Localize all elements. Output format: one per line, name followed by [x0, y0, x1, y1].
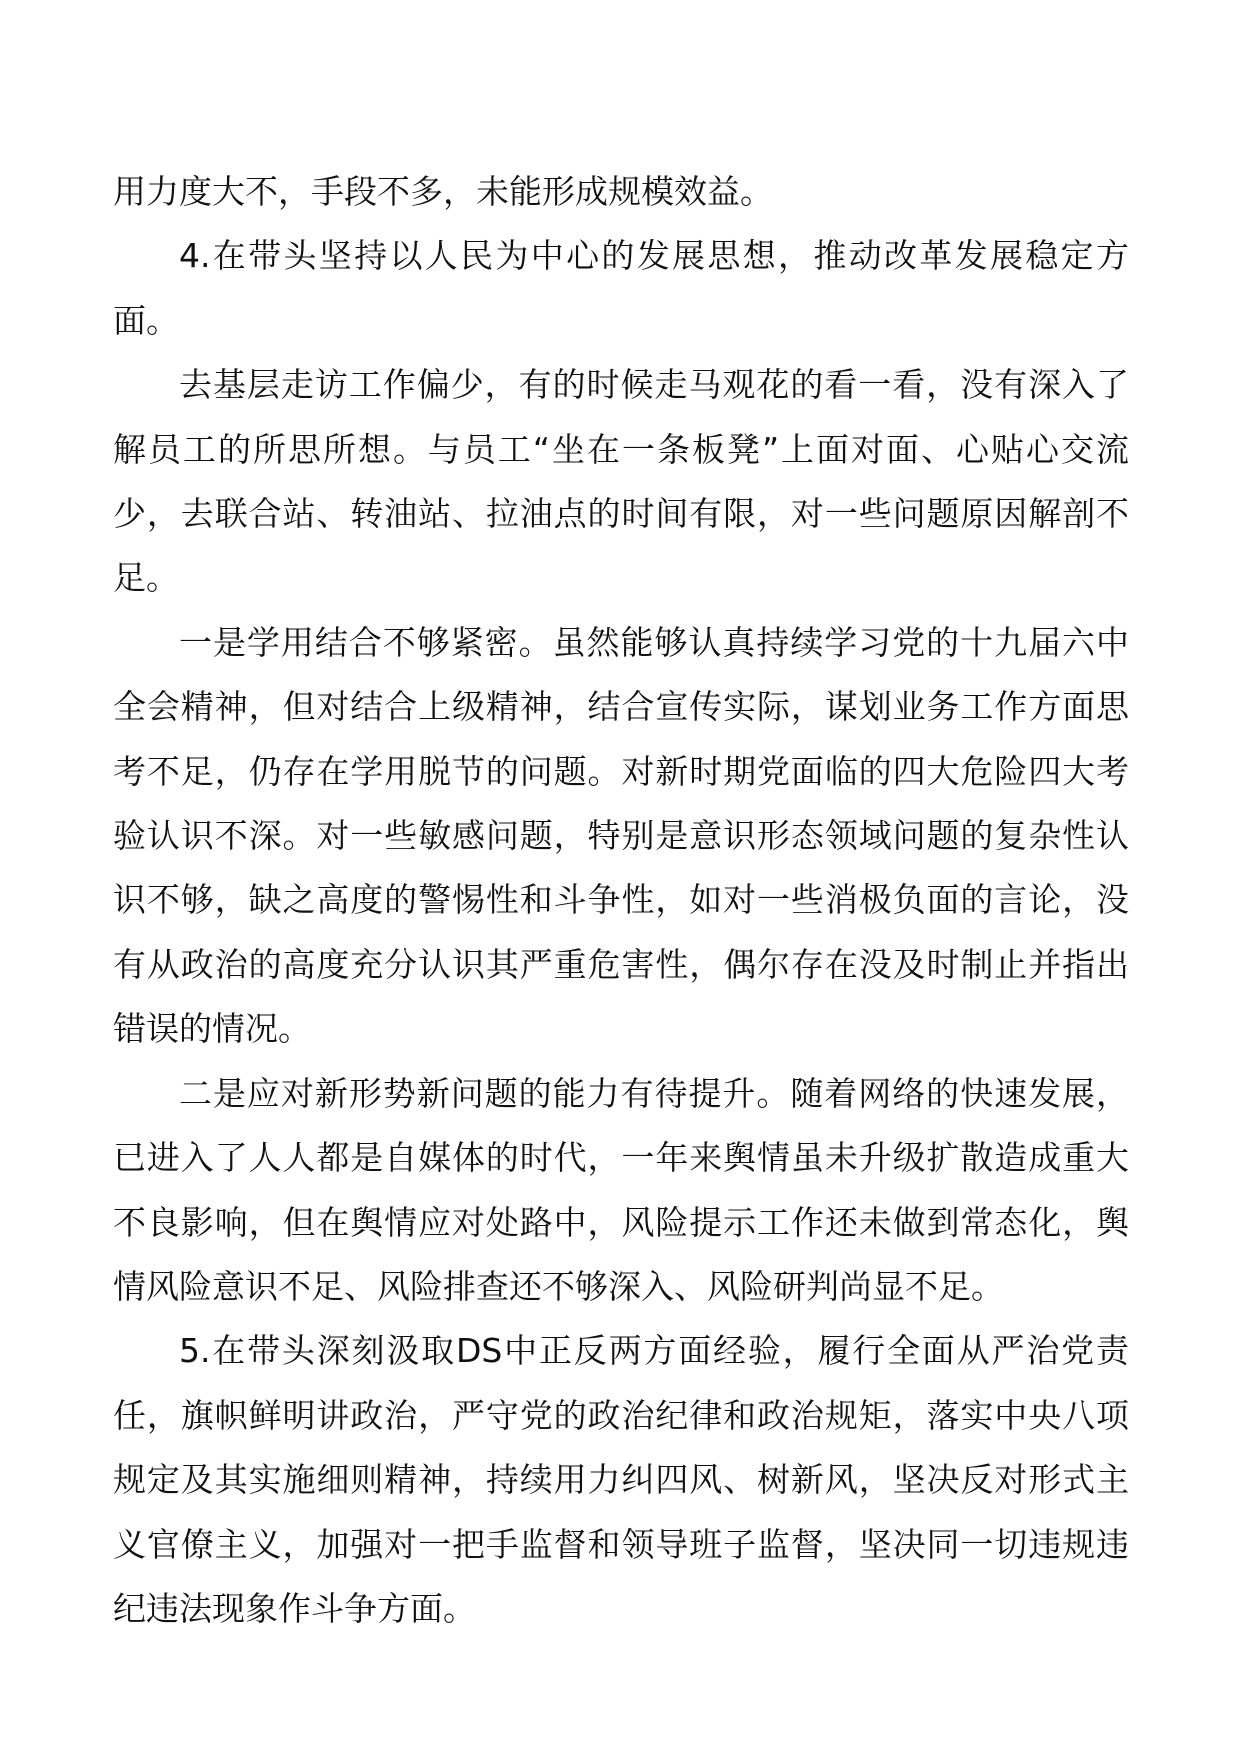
paragraph-section-4-heading: 4.在带头坚持以人民为中心的发展思想，推动改革发展稳定方面。	[113, 236, 1129, 340]
paragraph-section-5-heading: 5.在带头深刻汲取DS中正反两方面经验，履行全面从严治党责任，旗帜鲜明讲政治，严守党的政治纪律和政治规矩，落实中央八项规定及其实施细则精神，持续用力纠四风、树新风，坚决反对形式主义官僚主义，加强对一把手监督和领导班子监督，坚决同一切违规违纪违法现象作斗争方面。	[113, 1331, 1129, 1628]
paragraph-point-one: 一是学用结合不够紧密。虽然能够认真持续学习党的十九届六中全会精神，但对结合上级精神，结合宣传实际，谋划业务工作方面思考不足，仍存在学用脱节的问题。对新时期党面临的四大危险四大考验认识不深。对一些敏感问题，特别是意识形态领域问题的复杂性认识不够，缺之高度的警惕性和斗争性，如对一些消极负面的言论，没有从政治的高度充分认识其严重危害性，偶尔存在没及时制止并指出错误的情况。	[113, 622, 1129, 1049]
paragraph-grassroots-visits: 去基层走访工作偏少，有的时候走马观花的看一看，没有深入了解员工的所思所想。与员工“坐在一条板凳”上面对面、心贴心交流少，去联合站、转油站、拉油点的时间有限，对一些问题原因解剖不足。	[113, 365, 1129, 598]
document-body	[113, 160, 1129, 1641]
paragraph-point-two: 二是应对新形势新问题的能力有待提升。随着网络的快速发展，已进入了人人都是自媒体的时代，一年来舆情虽未升级扩散造成重大不良影响，但在舆情应对处路中，风险提示工作还未做到常态化，舆情风险意识不足、风险排查还不够深入、风险研判尚显不足。	[113, 1073, 1129, 1306]
paragraph-continuation: 用力度大不，手段不多，未能形成规模效益。	[113, 172, 773, 211]
